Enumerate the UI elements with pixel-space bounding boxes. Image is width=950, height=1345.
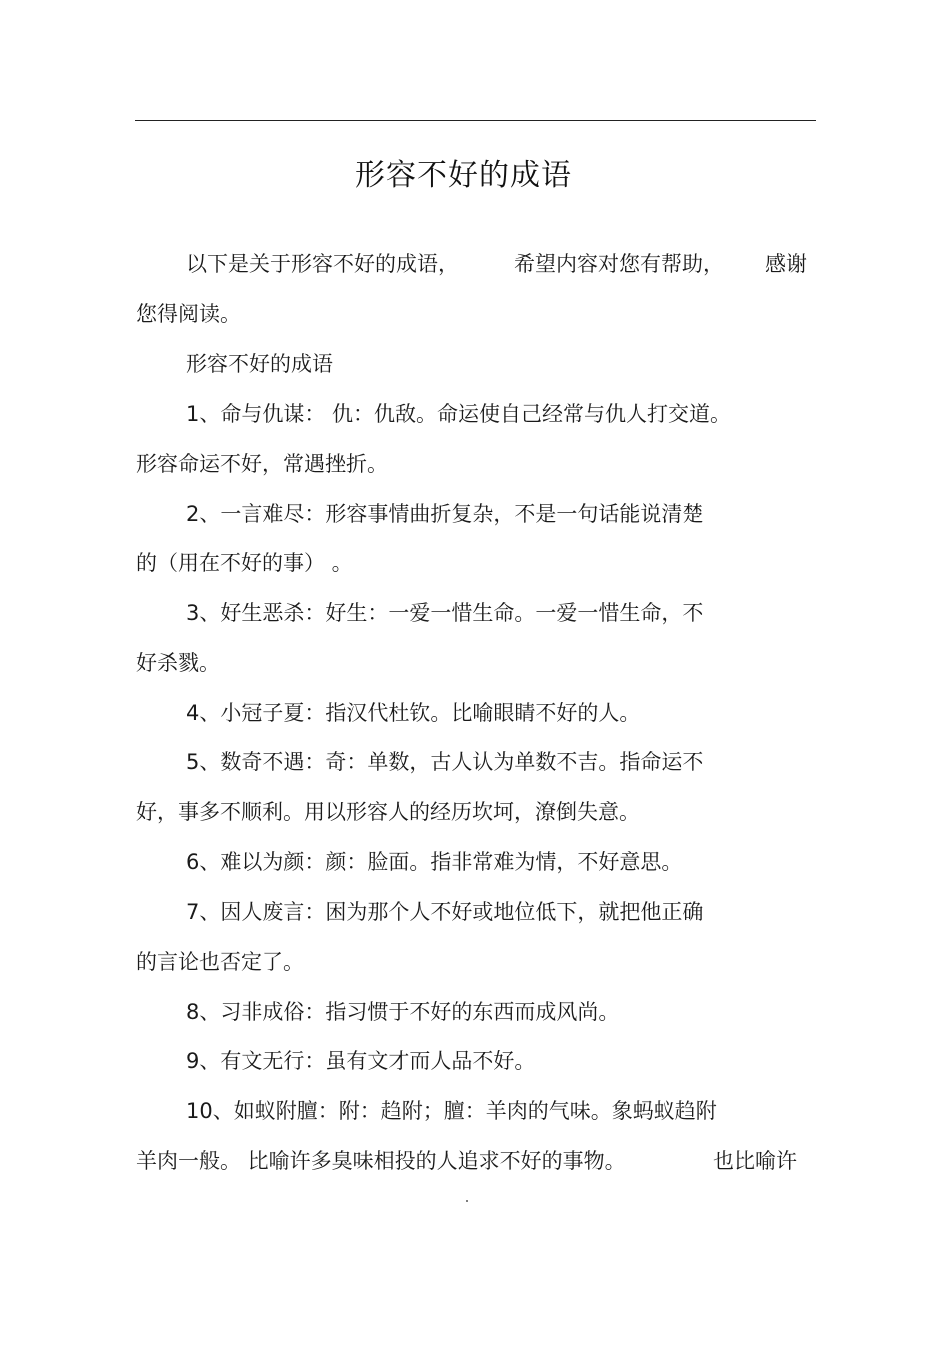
idiom-3-line-2: 好杀戮。 [136,651,220,675]
idiom-1-line-2: 形容命运不好，常遇挫折。 [136,452,388,476]
intro-text-c: 感谢 [765,252,807,276]
idiom-2-line-1: 2、一言难尽：形容事情曲折复杂，不是一句话能说清楚 [186,502,704,526]
page-footer-mark [466,1200,468,1202]
idiom-5-line-1: 5、数奇不遇：奇：单数，古人认为单数不吉。指命运不 [186,750,704,774]
idiom-10-line-2-a: 羊肉一般。 比喻许多臭味相投的人追求不好的事物。 [136,1149,626,1173]
header-rule [135,120,816,121]
idiom-10-line-1: 10、如蚁附膻：附：趋附；膻：羊肉的气味。象蚂蚁趋附 [186,1099,717,1123]
idiom-7-line-1: 7、因人废言：困为那个人不好或地位低下，就把他正确 [186,900,704,924]
idiom-4-line-1: 4、小冠子夏：指汉代杜钦。比喻眼睛不好的人。 [186,701,641,725]
intro-text-b: 希望内容对您有帮助， [514,252,724,276]
idiom-3-line-1: 3、好生恶杀：好生：一爱一惜生命。一爱一惜生命，不 [186,601,704,625]
idiom-2-line-2: 的（用在不好的事） 。 [136,551,353,575]
idiom-8-line-1: 8、习非成俗：指习惯于不好的东西而成风尚。 [186,1000,620,1024]
idiom-5-line-2: 好，事多不顺利。用以形容人的经历坎坷，潦倒失意。 [136,800,640,824]
subheading: 形容不好的成语 [186,352,333,376]
idiom-10-line-2-b: 也比喻许 [713,1149,797,1173]
intro-text-a: 以下是关于形容不好的成语， [186,252,459,276]
idiom-9-line-1: 9、有文无行：虽有文才而人品不好。 [186,1049,536,1073]
page-title: 形容不好的成语 [355,158,572,193]
idiom-1-line-1: 1、命与仇谋： 仇：仇敌。命运使自己经常与仇人打交道。 [186,402,732,426]
intro-line-2: 您得阅读。 [136,302,241,326]
idiom-7-line-2: 的言论也否定了。 [136,950,304,974]
idiom-6-line-1: 6、难以为颜：颜：脸面。指非常难为情，不好意思。 [186,850,683,874]
